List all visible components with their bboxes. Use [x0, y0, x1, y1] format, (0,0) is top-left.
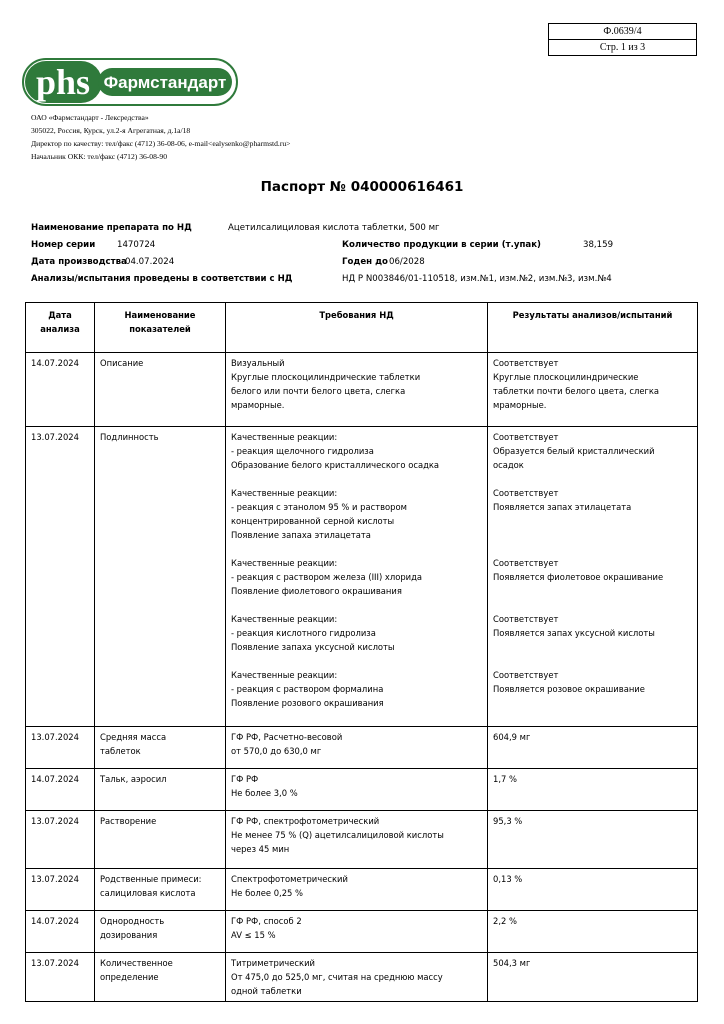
form-code: Ф.0639/4 — [603, 26, 642, 37]
form-code-box — [548, 23, 697, 56]
table-row — [26, 427, 698, 727]
analysis-table — [25, 302, 698, 1002]
cell-date: 13.07.2024 — [26, 427, 95, 727]
table-row — [26, 769, 698, 811]
header-requirements: Требования НД — [226, 303, 488, 353]
cell-result: Соответствует Круглые плоскоцилиндрические таблетки почти белого цвета, слегка мраморные. — [488, 353, 698, 427]
passport-title: Паспорт № 040000616461 — [260, 179, 464, 195]
cell-requirements: Качественные реакции: - реакция щелочного гидролиза Образование белого кристаллического осадка Качественные реакции: - реакция с этанолом 95 % и раствором концентрированной серной кислоты Появление запаха этилацетата Качественные реакции: - реакция с раствором железа (III) хлорида Появление фиолетового окрашивания Качественные реакции: - реакция кислотного гидролиза Появление запаха уксусной кислоты Качественные реакции: - реакция с раствором формалина Появление розового окрашивания — [226, 427, 488, 727]
table-header-row — [26, 303, 698, 353]
cell-result: Соответствует Образуется белый кристаллический осадок Соответствует Появляется запах этилацетата Соответствует Появляется фиолетовое окрашивание Соответствует Появляется запах уксусной кислоты Соответствует Появляется розовое окрашивание — [488, 427, 698, 727]
logo-name: Фармстандарт — [103, 73, 227, 92]
logo-mark: phs — [35, 62, 91, 102]
expiry-value: 06/2028 — [389, 257, 425, 267]
table-row — [26, 869, 698, 911]
cell-indicator: Растворение — [95, 811, 226, 869]
cell-indicator: Родственные примеси: салициловая кислота — [95, 869, 226, 911]
cell-result: 2,2 % — [488, 911, 698, 953]
cell-result: 95,3 % — [488, 811, 698, 869]
cell-date: 13.07.2024 — [26, 727, 95, 769]
cell-indicator: Количественное определение — [95, 953, 226, 1002]
table-row — [26, 911, 698, 953]
header-indicator: Наименование показателей — [95, 303, 226, 353]
cell-requirements: ГФ РФ, способ 2 AV ≤ 15 % — [226, 911, 488, 953]
analysis-standard-label: Анализы/испытания проведены в соответствии с НД — [31, 274, 293, 284]
header-date: Дата анализа — [26, 303, 95, 353]
cell-requirements: ГФ РФ, спектрофотометрический Не менее 75 % (Q) ацетилсалициловой кислоты через 45 мин — [226, 811, 488, 869]
company-address: 305022, Россия, Курск, ул.2-я Агрегатная, д.1а/18 — [31, 126, 191, 135]
table-row — [26, 727, 698, 769]
cell-result: 1,7 % — [488, 769, 698, 811]
okk-contact: Начальник ОКК: тел/факс (4712) 36-08-90 — [31, 152, 168, 161]
cell-indicator: Однородность дозирования — [95, 911, 226, 953]
cell-date: 13.07.2024 — [26, 869, 95, 911]
cell-date: 13.07.2024 — [26, 811, 95, 869]
cell-indicator: Средняя масса таблеток — [95, 727, 226, 769]
cell-date: 14.07.2024 — [26, 911, 95, 953]
production-date-label: Дата производства — [31, 257, 127, 267]
expiry-label: Годен до — [342, 257, 388, 267]
cell-requirements: Визуальный Круглые плоскоцилиндрические таблетки белого или почти белого цвета, слегка мраморные. — [226, 353, 488, 427]
cell-requirements: Титриметрический От 475,0 до 525,0 мг, считая на среднюю массу одной таблетки — [226, 953, 488, 1002]
cell-result: 0,13 % — [488, 869, 698, 911]
quantity-value: 38,159 — [583, 240, 614, 250]
cell-date: 13.07.2024 — [26, 953, 95, 1002]
production-date-value: 04.07.2024 — [125, 257, 175, 267]
cell-requirements: ГФ РФ Не более 3,0 % — [226, 769, 488, 811]
cell-result: 604,9 мг — [488, 727, 698, 769]
cell-requirements: ГФ РФ, Расчетно-весовой от 570,0 до 630,0 мг — [226, 727, 488, 769]
quality-director-contact: Директор по качеству: тел/факс (4712) 36-08-06, e-mail<ealysenko@pharmstd.ru> — [31, 139, 291, 148]
quantity-label: Количество продукции в серии (т.упак) — [342, 240, 541, 250]
table-row — [26, 811, 698, 869]
drug-label: Наименование препарата по НД — [31, 223, 192, 233]
cell-indicator: Тальк, аэросил — [95, 769, 226, 811]
table-row — [26, 353, 698, 427]
cell-result: 504,3 мг — [488, 953, 698, 1002]
company-name: ОАО «Фармстандарт - Лексредства» — [31, 113, 149, 122]
company-info — [31, 111, 290, 163]
cell-requirements: Спектрофотометрический Не более 0,25 % — [226, 869, 488, 911]
series-value: 1470724 — [117, 240, 156, 250]
series-label: Номер серии — [31, 240, 96, 250]
table-row — [26, 953, 698, 1002]
analysis-standard-value: НД Р N003846/01-110518, изм.№1, изм.№2, изм.№3, изм.№4 — [342, 274, 612, 284]
pharmstandard-logo-icon — [22, 58, 238, 108]
cell-indicator: Подлинность — [95, 427, 226, 727]
cell-date: 14.07.2024 — [26, 353, 95, 427]
page-number: Стр. 1 из 3 — [549, 39, 696, 55]
drug-value: Ацетилсалициловая кислота таблетки, 500 мг — [228, 223, 440, 233]
header-results: Результаты анализов/испытаний — [488, 303, 698, 353]
cell-indicator: Описание — [95, 353, 226, 427]
cell-date: 14.07.2024 — [26, 769, 95, 811]
